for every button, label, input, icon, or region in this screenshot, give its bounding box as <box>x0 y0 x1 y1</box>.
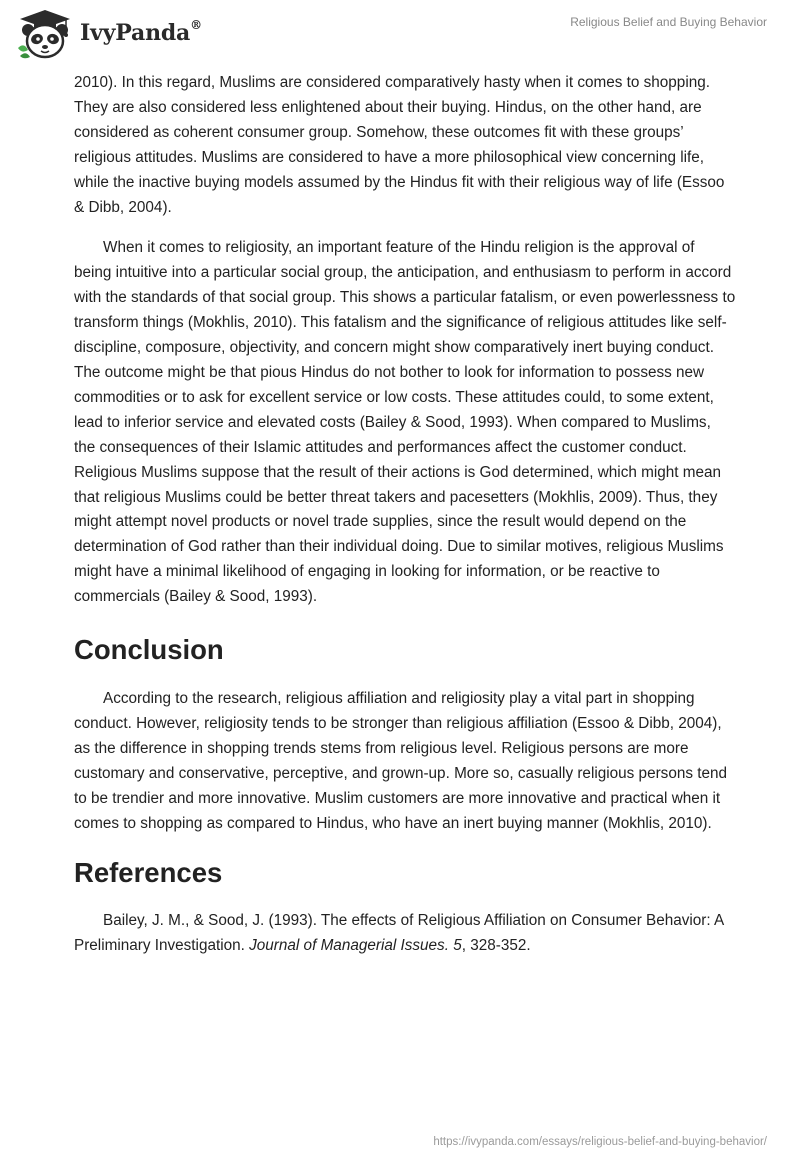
essay-body <box>74 71 736 959</box>
document-title: Religious Belief and Buying Behavior <box>570 15 767 29</box>
paragraph: According to the research, religious affiliation and religiosity play a vital part in shopping conduct. However, religiosity tends to be stronger than religious affiliation (Essoo & Dibb, 2004), as the difference in shopping trends stems from religious level. Religious persons are more customary and conservative, perceptive, and grown-up. More so, casually religious persons tend to be trendier and more innovative. Muslim customers are more innovative and practical when it comes to shopping as compared to Hindus, who have an inert buying manner (Mokhlis, 2010). <box>74 690 728 832</box>
registered-mark: ® <box>190 18 202 32</box>
reference-journal: Journal of Managerial Issues. 5 <box>249 937 462 955</box>
page-header <box>0 0 800 64</box>
paragraph: When it comes to religiosity, an important feature of the Hindu religion is the approval of being intuitive into a particular social group, the anticipation, and enthusiasm to perform in accord with the standards of that social group. This shows a particular fatalism, or even powerlessness to transform things (Mokhlis, 2010). This fatalism and the significance of religious attitudes like self-discipline, composure, objectivity, and concern might show comparatively inert buying conduct. The outcome might be that pious Hindus do not bother to look for information to possess new commodities or to ask for excellent service or low costs. These attitudes could, to some extent, lead to inferior service and elevated costs (Bailey & Sood, 1993). When compared to Muslims, the consequences of their Islamic attitudes and performances affect the customer conduct. Religious Muslims suppose that the result of their actions is God determined, which might mean that religious Muslims could be better threat takers and pacesetters (Mokhlis, 2009). Thus, they might attempt novel products or novel trade supplies, since the result would depend on the determination of God rather than their individual doing. Due to similar motives, religious Muslims might have a minimal likelihood of engaging in looking for information, or be reactive to commercials (Bailey & Sood, 1993). <box>74 239 736 606</box>
conclusion-heading: Conclusion <box>74 634 224 666</box>
panda-logo-icon[interactable] <box>14 8 76 60</box>
footer-url[interactable]: https://ivypanda.com/essays/religious-belief-and-buying-behavior/ <box>433 1136 767 1148</box>
reference-pages: , 328-352. <box>461 937 531 955</box>
reference-text: Bailey, J. M., & Sood, J. (1993). The effects of Religious Affiliation on Consumer Behavior: A Preliminary Investigation. <box>74 912 724 955</box>
references-heading: References <box>74 857 223 889</box>
brand-text: IvyPanda <box>80 20 191 46</box>
reference-entry <box>74 909 736 959</box>
paragraph: 2010). In this regard, Muslims are considered comparatively hasty when it comes to shopping. They are also considered less enlightened about their buying. Hindus, on the other hand, are considered as coherent consumer group. Somehow, these outcomes fit with these groups’ religious attitudes. Muslims are considered to have a more philosophical view concerning life, while the inactive buying models assumed by the Hindus fit with their religious way of life (Essoo & Dibb, 2004). <box>74 74 725 216</box>
brand-name[interactable] <box>80 20 202 46</box>
